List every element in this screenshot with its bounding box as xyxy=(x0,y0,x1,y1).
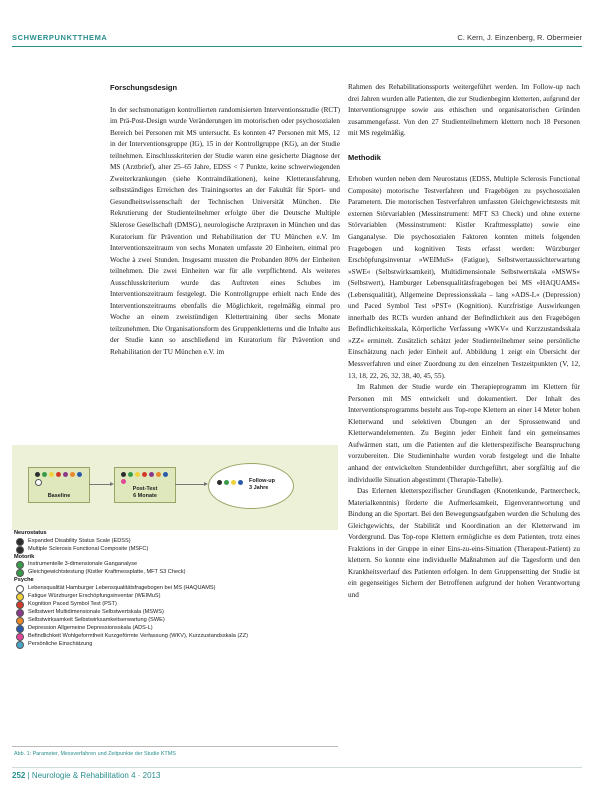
paragraph: Im Rahmen der Studie wurde ein Therapieprogramm im Klettern für Personen mit MS entwickelt und dokumentiert. Der Inhalt des Interventionsprogramms besteht aus Top-rope Klettern an einer 14 Meter hohen Kletterwand und selektiven Übungen an der Sprossenwand und Kletterwandelementen. Zu Beginn jeder Einheit fand ein gemeinsames Aufwärmen statt, um die Patienten auf die kletterspezifische Beanspruchung vorzubereiten. Die Studieninhalte wurden vorab festgelegt und die Inhalte anhand der entwickelten Stundenbilder durchgeführt, aber sorgfältig auf die individuelle Situation abgestimmt (Therapie-Tabelle). xyxy=(348,383,580,484)
measurement-dots xyxy=(35,472,83,486)
timeline-oval-followup xyxy=(208,463,294,509)
paragraph: Das Erlernen kletterspezifischer Grundlagen (Knotenkunde, Partnercheck, Materialkenntnis) förderte die Aufmerksamkeit, Eigenverantwortung und Bindung an die Sportart. Bei den Bewegungsaufgaben wurden die Schulung des Gleichgewichts, der Stabilität und Koordination an der Kletterwand im Vordergrund. Das Top-rope Klettern ermöglichte es dem Patienten, trotz eines Fraktions in der Gruppe in einer Eins-zu-eins-Situation (Therapeut-Patient) zu klettern. So konnte eine individuelle Maßnahmen auf die Tagesform und den Krankheitsverlauf des Patienten erfolgen. In dem Gruppensetting der Studie ist ein gegenseitiges Sichern der Betroffenen aufgrund der hohen Verantwortung und xyxy=(348,487,580,599)
legend-dot-icon xyxy=(16,633,24,641)
measurement-dots xyxy=(217,480,245,485)
legend-item: Lebensqualität Hamburger Lebensqualitätsfragebogen bei MS (HAQUAMS) xyxy=(14,585,338,593)
paragraph: In der sechsmonatigen kontrollierten randomisierten Interventionsstudie (RCT) im Prä-Post-Design wurde Veränderungen im motorischen oder psychosozialen Bereich bei Personen mit MS untersucht. Es konnten 47 Personen mit MS, 12 in der Interventionsgruppe (IG), 15 in der Kontrollgruppe (KG), an der Studie teilnehmen. Einschlusskriterien der Studie waren eine gesicherte Diagnose der MS (Arztbrief), alter 25–65 Jahre, EDSS < 7 Punkte, keine schwerwiegenden Zweiterkrankungen (siehe Kontraindikationen), keine Kletterausfahrung, selbstständiges Erreichen des Trainingsortes an der Fakultät für Sport- und Gesundheitswissenschaft der Technischen Universität München. Die Rekrutierung der Studienteilnehmer erfolgte über die Deutsche Multiple Sklerose Gesellschaft (DMSG), neurologische Arztpraxen in München und das Kuratorium für Prävention und Rehabilitation der TU München e.V. Im Interventionszeitraum von sechs Monaten umfasste 20 Einheiten, einmal pro Woche à zwei Stunden. Insgesamt mussten die Probanden 80% der Einheiten teilnehmen. Die zwei Einheiten war für alle verpflichtend. Als weiteres Ausschlusskriterium wurde das Auftreten eines Schubes im Interventionszeitraum festgelegt. Die Kontrollgruppe erhielt nach Ende des Interventionszeitraums ebenfalls die Möglichkeit, regelmäßig einmal pro Woche an einem zweistündigen Klettertraining über sechs Monate teilzunehmen. Die Organisationsform des Gruppenkletterns und die Inhalte aus der Studie kann so anschließend im Kuratorium für Prävention und Rehabilitation der TU München e.V. im xyxy=(110,105,340,357)
journal-name: Neurologie & Rehabilitation 4 · 2013 xyxy=(31,771,161,780)
legend-item: Kognition Paced Symbol Test (PST) xyxy=(14,601,338,609)
timeline-label-baseline: Baseline xyxy=(47,492,71,499)
footer-separator: | xyxy=(27,771,30,780)
caption-rule xyxy=(12,746,338,747)
left-column xyxy=(110,82,340,359)
legend-item: Gleichgewichtstestung (Kistler Kraftmessplatte, MFT S3 Check) xyxy=(14,569,338,577)
legend-group-title: Psyche xyxy=(14,577,34,584)
timeline-arrow xyxy=(175,484,205,485)
legend-item: Selbstwert Multidimensionale Selbstwertskala (MSWS) xyxy=(14,609,338,617)
header-rule xyxy=(12,46,582,47)
legend-dot-icon xyxy=(16,561,24,569)
timeline-label-followup: Follow-up 3 Jahre xyxy=(249,478,275,491)
legend-item: Befindlichkeit Wohlgeformtheit Kurzgeförmte Verfassung (WKV), Kurzzustandsskala (ZZ) xyxy=(14,633,338,641)
legend-dot-icon xyxy=(16,601,24,609)
measurement-dots xyxy=(121,472,169,484)
legend-dot-icon xyxy=(16,569,24,577)
study-timeline-figure xyxy=(12,445,338,530)
figure-caption: Abb. 1: Parameter, Messverfahren und Zeitpunkte der Studie KTMS xyxy=(14,751,176,757)
legend-dot-icon xyxy=(16,641,24,649)
page-footer xyxy=(12,771,160,780)
header-section-title: SCHWERPUNKTTHEMA xyxy=(12,33,108,42)
timeline-arrow xyxy=(89,484,111,485)
legend-dot-icon xyxy=(16,538,24,546)
legend-item: Expanded Disability Status Scale (EDSS) xyxy=(14,538,338,546)
legend-group-title: Neurostatus xyxy=(14,530,47,536)
legend-item: Fatigue Würzburger Erschöpfungsinventar (WEIMuS) xyxy=(14,593,338,601)
legend-group-title: Motorik xyxy=(14,553,35,560)
timeline-label-posttest: Post-Test 6 Monate xyxy=(132,486,158,499)
header-authors: C. Kern, J. Einzenberg, R. Obermeier xyxy=(457,33,582,42)
legend-item: Persönliche Einschätzung xyxy=(14,641,338,649)
legend-item: Selbstwirksamkeit Selbstwirksamkeitserwartung (SWE) xyxy=(14,617,338,625)
legend-dot-icon xyxy=(16,617,24,625)
legend-dot-icon xyxy=(16,546,24,554)
timeline-box-posttest xyxy=(114,467,176,503)
right-column xyxy=(348,82,580,602)
page-number: 252 xyxy=(12,771,26,780)
paragraph: Erhoben wurden neben dem Neurostatus (EDSS, Multiple Sclerosis Functional Composite) motorische Testverfahren und Fragebögen zu psychosozialen Parametern. Die motorischen Testverfahren umfassten Gleichgewichtstests mit externen Störvariablen (Messinstrument: MFT S3 Check) und ohne externe Störvariablen (Messinstrument: Kistler Kraftmessplatte) sowie eine Ganganalyse. Die psychosozialen Faktoren konnten mittels folgenden Fragebogen und kognitiven Tests erfasst werden: Würzburger Erschöpfungsinventar »WEIMuS« (Fatigue), Selbstwertaussichterwartung »SWE« (Selbstwirksamkeit), Multidimensionale Selbstwertskala »MSWS« (Selbstwert), Hamburger Lebensqualitätsfragebogen bei MS »HAQUAMS« (Lebensqualität), Allgemeine Depressionsskala – lang »ADS-L« (Depression) und Paced Symbol Test »PST« (Kognition). Kurzfristige Auswirkungen innerhalb des RCTs wurden anhand der Befindlichkeit aus den Fragebögen Befindlichkeitsskala, Körperliche Verfassung »WKV« und Kurzzustandsskala »ZZ« ermittelt. Zusätzlich schätzt jeder Studienteilnehmer seine persönliche Einschätzung nach jeder Einheit auf. Abbildung 1 zeigt ein Übersicht der Messverfahren und einer Zuordnung zu den einzelnen Testzeitpunkten (V, 12, 13, 18, 22, 26, 32, 38, 40, 45, 55). xyxy=(348,175,580,380)
figure-legend xyxy=(14,530,338,649)
legend-item: Multiple Sclerosis Functional Composite (MSFC) xyxy=(14,546,338,554)
section-heading-design: Forschungsdesign xyxy=(110,83,178,92)
legend-item: Instrumentelle 3-dimensionale Ganganalyse xyxy=(14,561,338,569)
timeline-box-baseline xyxy=(28,467,90,503)
paragraph: Rahmen des Rehabilitationssports weitergeführt werden. Im Follow-up nach drei Jahren wurden alle Patienten, die zur Studienbeginn kletterten, aufgrund der Interventionsgruppe sowie aus ethischen und organisatorischen Gründen zusammengefasst. Von den 27 Studienteilnehmern klettern noch 18 Personen mit MS regelmäßig. xyxy=(348,83,580,138)
legend-dot-icon xyxy=(16,593,24,601)
legend-dot-icon xyxy=(16,609,24,617)
section-heading-methodik: Methodik xyxy=(348,152,381,162)
footer-rule xyxy=(12,767,582,768)
legend-dot-icon xyxy=(16,625,24,633)
legend-dot-icon xyxy=(16,585,24,593)
legend-item: Depression Allgemeine Depressionsskala (ADS-L) xyxy=(14,625,338,633)
